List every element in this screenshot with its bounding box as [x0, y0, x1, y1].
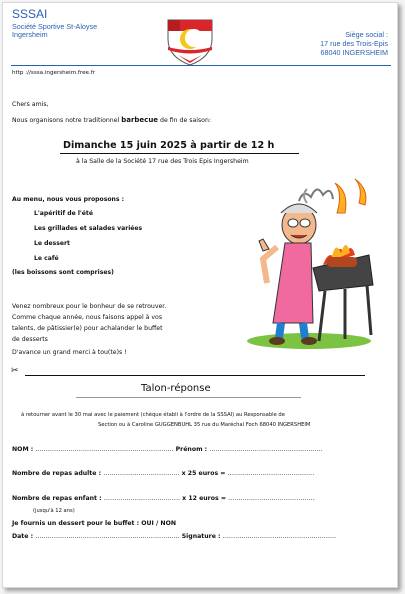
child-price-label: x 12 euros =	[182, 495, 227, 502]
siege-address-street: 17 rue des Trois-Epis	[320, 39, 388, 48]
barbecue-chef-illustration	[241, 173, 383, 351]
date-field[interactable]: …………………………………………………………….	[35, 533, 180, 540]
menu-heading: Au menu, nous vous proposons :	[12, 196, 125, 203]
child-age-note: (jusqu'à 12 ans)	[33, 508, 75, 514]
prenom-field[interactable]: ……………………………………………….	[209, 446, 323, 453]
dessert-line: Je fournis un dessert pour le buffet : OUI / NON	[12, 520, 177, 527]
club-shield-logo	[165, 17, 215, 67]
intro-text-pre: Nous organisons notre traditionnel	[12, 117, 120, 124]
menu-item: Le dessert	[34, 240, 70, 247]
menu-item: L'apéritif de l'été	[34, 210, 93, 217]
event-location: à la Salle de la Société 17 rue des Trois Epis Ingersheim	[76, 158, 249, 165]
closing-line: de desserts	[12, 336, 48, 343]
nom-row	[12, 446, 323, 453]
nom-label: NOM :	[12, 446, 34, 453]
adult-price-label: x 25 euros =	[181, 470, 226, 477]
child-total-field[interactable]: ……………………………………	[228, 495, 315, 502]
closing-line: D'avance un grand merci à tou(te)s !	[12, 349, 127, 356]
adult-total-field[interactable]: ……………………………………	[227, 470, 315, 477]
date-signature-row	[12, 533, 336, 540]
siege-label: Siège social :	[345, 30, 388, 39]
prenom-label: Prénom :	[175, 446, 208, 453]
menu-drinks-note: (les boissons sont comprises)	[12, 269, 114, 276]
adult-meals-field[interactable]: ……………………………….	[103, 470, 180, 477]
scissors-icon: ✂	[11, 366, 19, 376]
date-label: Date :	[12, 533, 34, 540]
org-town: Ingersheim	[12, 30, 48, 39]
adult-meals-label: Nombre de repas adulte :	[12, 470, 102, 477]
website-url: http ://sssa.ingersheim.free.fr	[12, 70, 96, 76]
intro-sentence	[12, 116, 211, 124]
adult-meals-row	[12, 470, 314, 477]
nom-field[interactable]: ………………………………………………………….	[35, 446, 174, 453]
cut-line	[25, 375, 365, 376]
siege-address-town: 68040 INGERSHEIM	[320, 48, 388, 57]
child-meals-label: Nombre de repas enfant :	[12, 495, 102, 502]
signature-field[interactable]: ……………………………………………….	[222, 533, 337, 540]
child-meals-row	[12, 495, 315, 502]
event-date-underline	[60, 153, 299, 154]
document-page	[2, 2, 398, 588]
signature-label: Signature :	[181, 533, 221, 540]
org-fullname: Société Sportive St-Aloyse	[12, 22, 98, 31]
header-rule	[11, 65, 391, 66]
intro-text-post: de fin de saison:	[160, 117, 211, 124]
closing-line: Comme chaque année, nous faisons appel à vos	[12, 314, 163, 321]
menu-item: Les grillades et salades variées	[34, 225, 143, 232]
closing-line: Venez nombreux pour le bonheur de se retrouver.	[12, 303, 167, 310]
coupon-title-rule	[76, 397, 301, 398]
org-name: SSSAI	[12, 7, 48, 21]
coupon-instructions: Section ou à Caroline GUGGENBUHL 35 rue du Maréchal Foch 68040 INGERSHEIM	[98, 422, 311, 428]
event-date: Dimanche 15 juin 2025 à partir de 12 h	[63, 140, 275, 151]
intro-text-barbecue: barbecue	[121, 116, 159, 124]
closing-line: talents, de pâtissier(e) pour achalander le buffet	[12, 325, 163, 332]
coupon-title: Talon-réponse	[141, 383, 211, 394]
child-meals-field[interactable]: ……………………………….	[103, 495, 181, 502]
menu-item: Le café	[34, 255, 59, 262]
greeting: Chers amis,	[12, 101, 49, 108]
coupon-instructions: à retourner avant le 30 mai avec le paiement (chèque établi à l'ordre de la SSSAI) au Responsable de	[21, 412, 285, 418]
